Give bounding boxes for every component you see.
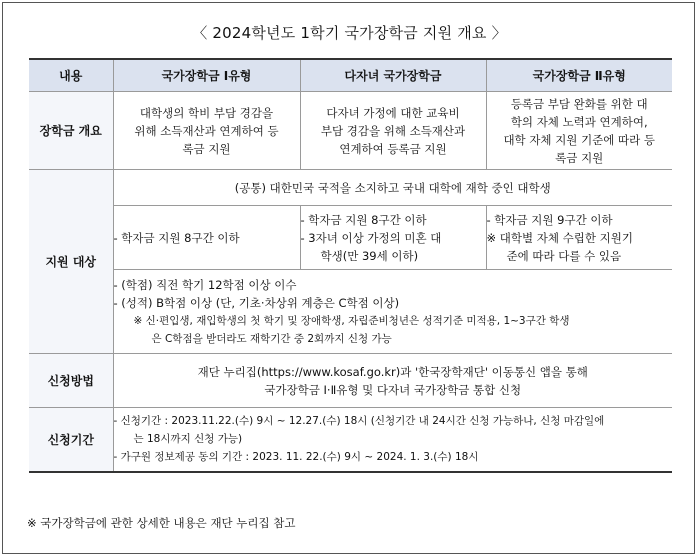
eligibility-type2-line: ※ 대학별 자체 수립한 지원기 — [486, 230, 633, 245]
overview-type1-line: 대학생의 학비 부담 경감을 — [139, 105, 274, 120]
eligibility-multi-line: 학생(만 39세 이하) — [320, 248, 419, 263]
method-line: 국가장학금 Ⅰ·Ⅱ유형 및 다자녀 국가장학금 통합 신청 — [264, 382, 522, 397]
eligibility-grades-row — [29, 270, 672, 354]
grades-line: - (성적) B학점 이상 (단, 기초·차상위 계층은 C학점 이상) — [113, 295, 400, 310]
overview-type2-line: 대학 자체 지원 기준에 따라 등 — [503, 132, 656, 147]
overview-row — [29, 92, 672, 170]
page-title: 〈 2024학년도 1학기 국가장학금 지원 개요 〉 — [192, 24, 507, 42]
footnote: ※ 국가장학금에 관한 상세한 내용은 재단 누리집 참고 — [27, 516, 296, 530]
eligibility-type2 — [486, 206, 672, 270]
eligibility-type1-line: - 학자금 지원 8구간 이하 — [113, 230, 240, 245]
support-overview-table — [29, 58, 672, 473]
header-content: 내용 — [29, 59, 113, 92]
eligibility-type2-line: 준에 따라 다를 수 있음 — [506, 248, 622, 263]
overview-multi-line: 부담 경감을 위해 소득재산과 — [320, 123, 466, 138]
overview-type2-line: 록금 지원 — [555, 150, 604, 165]
eligibility-multi — [300, 206, 486, 270]
overview-type2-line: 학의 자체 노력과 연계하여, — [510, 114, 648, 129]
overview-label: 장학금 개요 — [29, 92, 113, 170]
overview-type1 — [113, 92, 300, 170]
grades-note: ※ 신·편입생, 재입학생의 첫 학기 및 장애학생, 자립준비청년은 성적기준 미적용, 1~3구간 학생 — [133, 314, 570, 327]
eligibility-label: 지원 대상 — [29, 170, 113, 354]
eligibility-type1 — [113, 206, 300, 270]
period-row — [29, 408, 672, 472]
period-line: - 가구원 정보제공 동의 기간 : 2023. 11. 22.(수) 9시 ~ 2024. 1. 3.(수) 18시 — [113, 451, 479, 464]
overview-multi-line: 다자녀 가정에 대한 교육비 — [326, 105, 460, 120]
overview-multi-line: 연계하여 등록금 지원 — [339, 141, 447, 156]
eligibility-type2-line: - 학자금 지원 9구간 이하 — [486, 212, 613, 227]
period-line: 는 18시까지 신청 가능) — [133, 433, 243, 446]
overview-type1-line: 위해 소득재산과 연계하여 등 — [134, 123, 279, 138]
grades-note: 은 C학점을 받더라도 재학기간 중 2회까지 신청 가능 — [151, 332, 392, 345]
header-type2: 국가장학금 Ⅱ유형 — [486, 59, 672, 92]
eligibility-multi-line: - 3자녀 이상 가정의 미혼 대 — [300, 230, 442, 245]
method-line: 재단 누리집(https://www.kosaf.go.kr)과 '한국장학재단' 이동통신 앱을 통해 — [197, 364, 588, 379]
method-row — [29, 354, 672, 408]
eligibility-common-row — [29, 170, 672, 206]
eligibility-income-row — [29, 206, 672, 270]
header-type1: 국가장학금 Ⅰ유형 — [113, 59, 300, 92]
method-content — [113, 354, 672, 408]
period-content — [113, 408, 672, 472]
eligibility-grades — [113, 270, 672, 354]
period-line: - 신청기간 : 2023.11.22.(수) 9시 ~ 12.27.(수) 18시 (신청기간 내 24시간 신청 가능하나, 신청 마감일에 — [113, 415, 605, 428]
eligibility-multi-line: - 학자금 지원 8구간 이하 — [300, 212, 427, 227]
overview-type2-line: 등록금 부담 완화를 위한 대 — [510, 96, 648, 111]
period-label: 신청기간 — [29, 408, 113, 472]
overview-type2 — [486, 92, 672, 170]
header-multi-child: 다자녀 국가장학금 — [300, 59, 486, 92]
overview-multi — [300, 92, 486, 170]
method-label: 신청방법 — [29, 354, 113, 408]
eligibility-common: (공통) 대한민국 국적을 소지하고 국내 대학에 재학 중인 대학생 — [113, 170, 672, 206]
grades-line: - (학점) 직전 학기 12학점 이상 이수 — [113, 277, 297, 292]
header-row — [29, 59, 672, 92]
overview-type1-line: 록금 지원 — [182, 141, 231, 156]
